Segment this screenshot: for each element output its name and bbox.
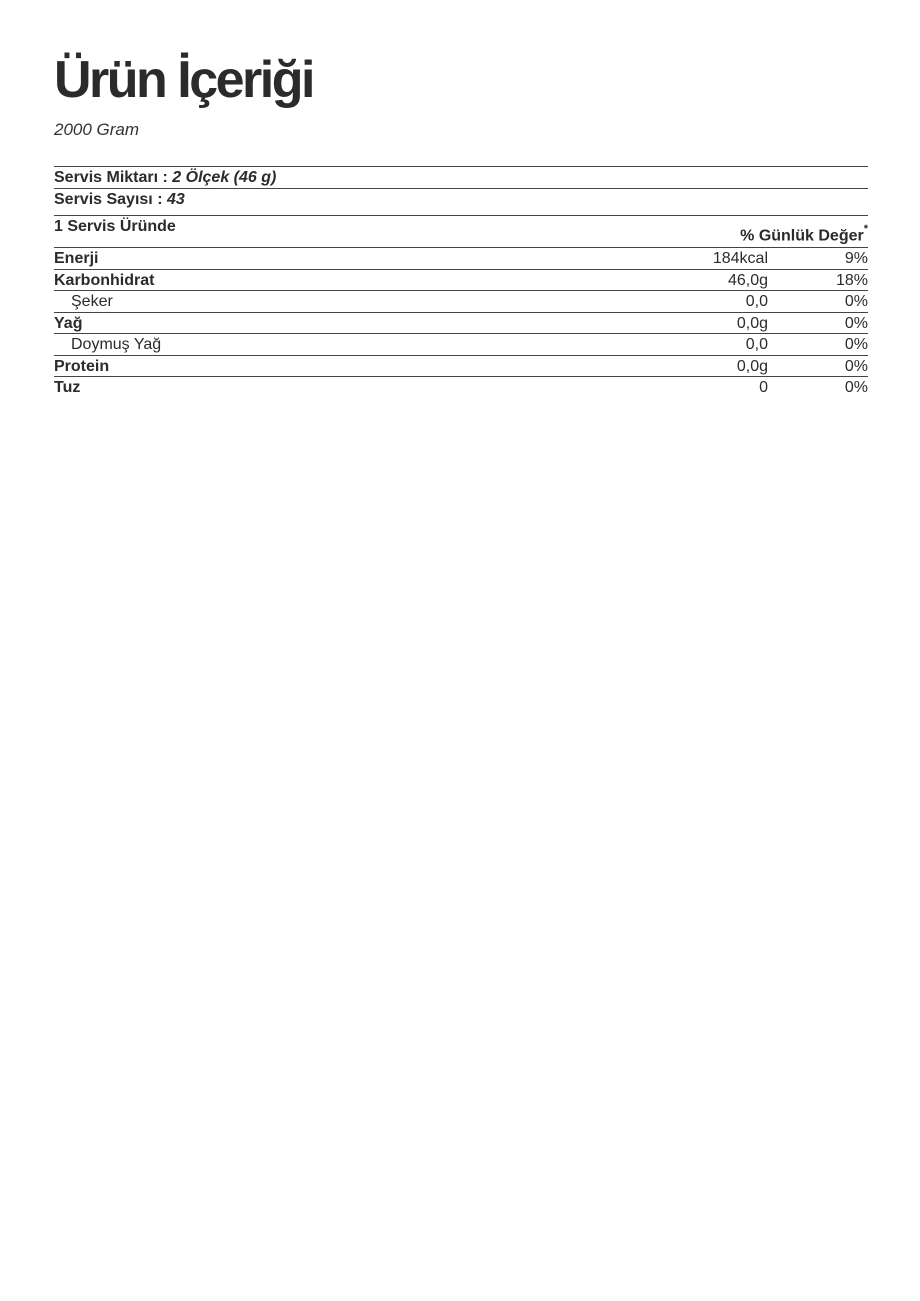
nutrient-amount: 0,0 xyxy=(745,293,768,310)
nutrition-facts-document xyxy=(54,48,868,396)
nutrient-label: Yağ xyxy=(54,314,83,332)
nutrient-sub-label: Doymuş Yağ xyxy=(71,336,162,353)
table-row xyxy=(54,269,868,291)
table-row xyxy=(54,247,868,269)
page-title: Ürün İçeriği xyxy=(54,51,313,109)
nutrient-amount: 184kcal xyxy=(712,250,768,267)
serving-size-row xyxy=(54,166,868,188)
table-row xyxy=(54,333,868,355)
daily-value-header-label: % Günlük Değer xyxy=(740,227,864,245)
servings-count-label: Servis Sayısı : xyxy=(54,190,167,208)
nutrient-daily-percent: 18% xyxy=(835,271,868,289)
nutrient-daily-percent: 9% xyxy=(844,250,868,267)
table-row xyxy=(54,290,868,312)
nutrient-sub-label: Şeker xyxy=(71,293,113,310)
nutrient-amount: 0 xyxy=(759,379,768,396)
nutrient-daily-percent: 0% xyxy=(844,336,868,353)
serving-size-label: Servis Miktarı : xyxy=(54,169,173,186)
serving-size xyxy=(54,167,276,188)
servings-count xyxy=(54,189,185,210)
nutrient-label: Tuz xyxy=(54,379,81,396)
table-row xyxy=(54,355,868,377)
daily-value-header xyxy=(740,221,868,246)
daily-value-footnote-marker: * xyxy=(863,223,868,235)
nutrient-amount: 46,0g xyxy=(727,271,768,289)
per-serving-header: 1 Servis Üründe xyxy=(54,218,176,235)
nutrient-amount: 0,0g xyxy=(736,314,768,332)
package-weight: 2000 Gram xyxy=(54,120,140,139)
nutrient-daily-percent: 0% xyxy=(844,293,868,310)
nutrient-amount: 0,0g xyxy=(736,357,768,375)
nutrient-label: Karbonhidrat xyxy=(54,271,155,289)
nutrition-table xyxy=(54,166,868,398)
table-header-row xyxy=(54,215,868,247)
nutrient-daily-percent: 0% xyxy=(844,357,868,375)
nutrient-daily-percent: 0% xyxy=(844,314,868,332)
nutrient-label: Enerji xyxy=(54,250,99,267)
nutrient-daily-percent: 0% xyxy=(844,379,868,396)
servings-count-row xyxy=(54,188,868,210)
table-row xyxy=(54,376,868,398)
table-row xyxy=(54,312,868,334)
serving-size-value: 2 Ölçek (46 g) xyxy=(172,169,277,186)
nutrient-amount: 0,0 xyxy=(745,336,768,353)
nutrient-label: Protein xyxy=(54,357,110,375)
servings-count-value: 43 xyxy=(166,190,185,208)
